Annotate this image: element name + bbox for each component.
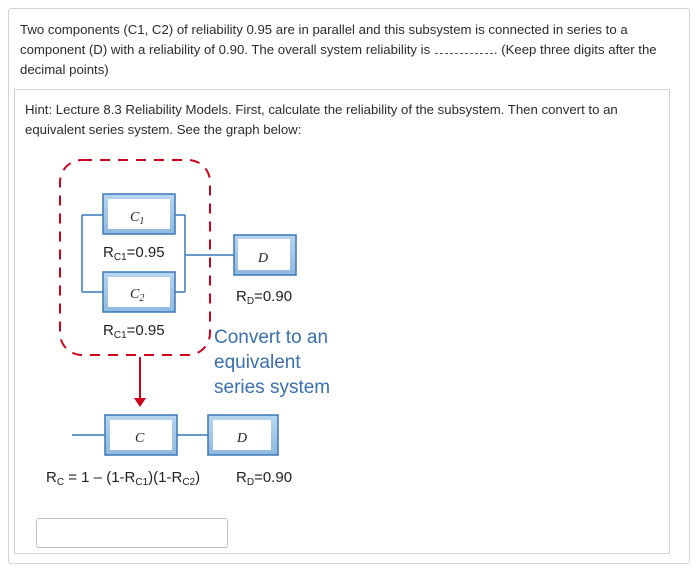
- rd2-label: $R_D=0.90$: [236, 469, 293, 488]
- rc1-bottom-label: $R_{C1}=0.95$: [103, 322, 165, 341]
- convert-text-line3: series system: [214, 377, 331, 398]
- c1-label: $C_1$: [130, 210, 145, 227]
- convert-text-line2: equivalent: [214, 352, 301, 373]
- c-label: C: [135, 431, 145, 446]
- convert-arrow-head: [134, 398, 146, 407]
- c2-label: $C_2$: [130, 287, 145, 304]
- rc1-top-label: $R_{C1}=0.95$: [103, 244, 165, 263]
- rc-formula: $R_C = 1 - (1-R_{C1})(1-R_{C2})$: [46, 469, 201, 488]
- question-text-part1: Two components (C1, C2) of reliability 0.95 are in parallel and this subsystem is connected in series to a component (D) with a reliability of 0.90. The overall system reliability is: [20, 22, 628, 57]
- hint-text: Hint: Lecture 8.3 Reliability Models. First, calculate the reliability of the subsystem. Then convert to an equivalent series system. See the graph below:: [25, 102, 618, 137]
- d2-label: D: [237, 431, 248, 446]
- convert-text-line1: Convert to an: [214, 327, 329, 348]
- question-text-part2: . (Keep three digits after the decimal points): [20, 42, 657, 77]
- answer-input[interactable]: [36, 518, 228, 548]
- rd-label: $R_D=0.90$: [236, 288, 293, 307]
- d-label: D: [258, 251, 269, 266]
